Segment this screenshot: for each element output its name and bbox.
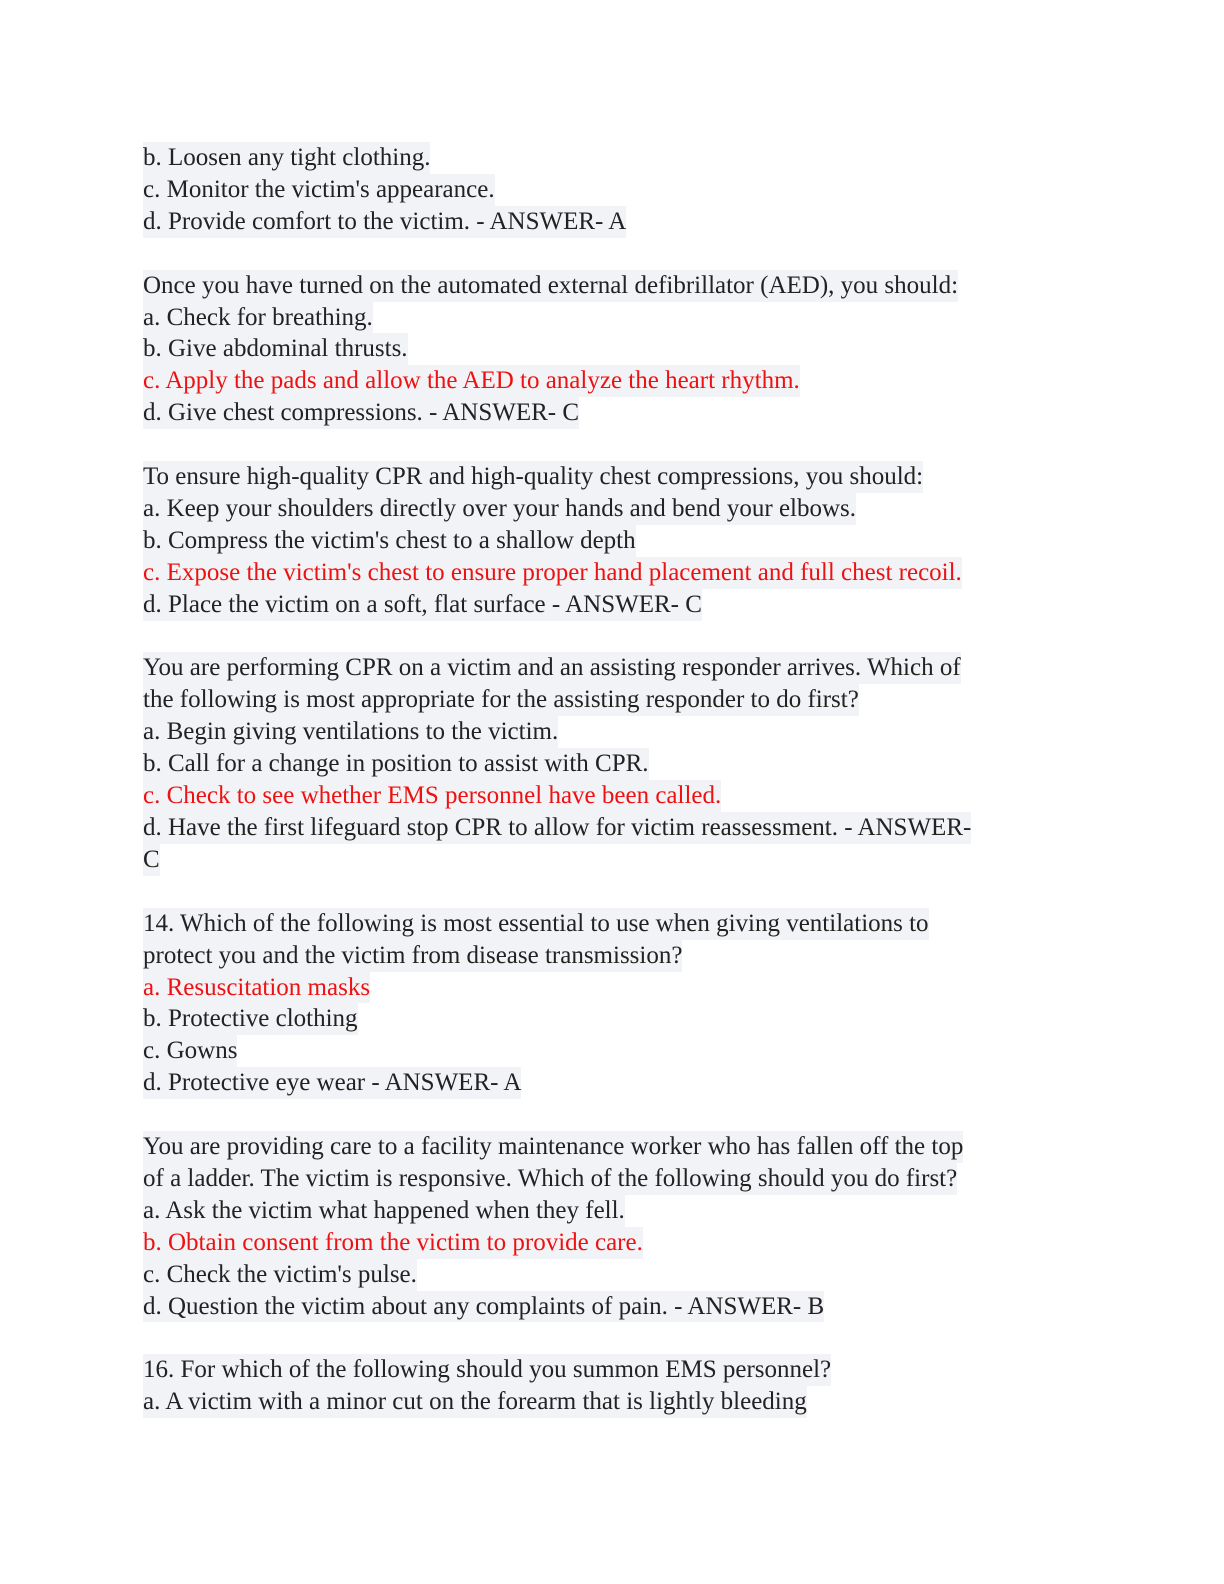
text-line: d. Place the victim on a soft, flat surface - ANSWER- C xyxy=(143,589,702,621)
question-block xyxy=(143,908,1083,1099)
text-line: b. Call for a change in position to assist with CPR. xyxy=(143,748,649,780)
correct-answer-line: c. Expose the victim's chest to ensure proper hand placement and full chest recoil. xyxy=(143,557,962,589)
text-line: You are providing care to a facility maintenance worker who has fallen off the top xyxy=(143,1131,963,1163)
text-line: b. Protective clothing xyxy=(143,1003,358,1035)
text-line: You are performing CPR on a victim and an assisting responder arrives. Which of xyxy=(143,652,961,684)
text-line: the following is most appropriate for the assisting responder to do first? xyxy=(143,684,859,716)
question-block xyxy=(143,142,1083,238)
text-line: Once you have turned on the automated external defibrillator (AED), you should: xyxy=(143,270,958,302)
text-line: c. Gowns xyxy=(143,1035,237,1067)
text-line: a. Begin giving ventilations to the victim. xyxy=(143,716,558,748)
document-page xyxy=(143,142,1083,1450)
text-line: b. Loosen any tight clothing. xyxy=(143,142,430,174)
text-line: To ensure high-quality CPR and high-quality chest compressions, you should: xyxy=(143,461,923,493)
text-line: d. Provide comfort to the victim. - ANSWER- A xyxy=(143,206,626,238)
text-line: a. Check for breathing. xyxy=(143,302,373,334)
correct-answer-line: b. Obtain consent from the victim to provide care. xyxy=(143,1227,643,1259)
text-line: b. Give abdominal thrusts. xyxy=(143,333,408,365)
text-line: 16. For which of the following should you summon EMS personnel? xyxy=(143,1354,831,1386)
question-block xyxy=(143,1354,1083,1418)
question-block xyxy=(143,270,1083,430)
question-block xyxy=(143,652,1083,875)
text-line: d. Protective eye wear - ANSWER- A xyxy=(143,1067,521,1099)
question-block xyxy=(143,461,1083,621)
text-line: of a ladder. The victim is responsive. Which of the following should you do first? xyxy=(143,1163,957,1195)
text-line: a. Keep your shoulders directly over your hands and bend your elbows. xyxy=(143,493,856,525)
text-line: d. Have the first lifeguard stop CPR to allow for victim reassessment. - ANSWER- xyxy=(143,812,971,844)
correct-answer-line: c. Check to see whether EMS personnel have been called. xyxy=(143,780,721,812)
text-line: d. Question the victim about any complaints of pain. - ANSWER- B xyxy=(143,1291,824,1323)
text-line: d. Give chest compressions. - ANSWER- C xyxy=(143,397,579,429)
text-line: a. Ask the victim what happened when they fell. xyxy=(143,1195,625,1227)
text-line: C xyxy=(143,844,160,876)
text-line: c. Monitor the victim's appearance. xyxy=(143,174,495,206)
question-block xyxy=(143,1131,1083,1322)
text-line: a. A victim with a minor cut on the forearm that is lightly bleeding xyxy=(143,1386,807,1418)
text-line: protect you and the victim from disease transmission? xyxy=(143,940,682,972)
text-line: c. Check the victim's pulse. xyxy=(143,1259,417,1291)
text-line: 14. Which of the following is most essential to use when giving ventilations to xyxy=(143,908,929,940)
text-line: b. Compress the victim's chest to a shallow depth xyxy=(143,525,636,557)
correct-answer-line: a. Resuscitation masks xyxy=(143,972,370,1004)
correct-answer-line: c. Apply the pads and allow the AED to analyze the heart rhythm. xyxy=(143,365,800,397)
